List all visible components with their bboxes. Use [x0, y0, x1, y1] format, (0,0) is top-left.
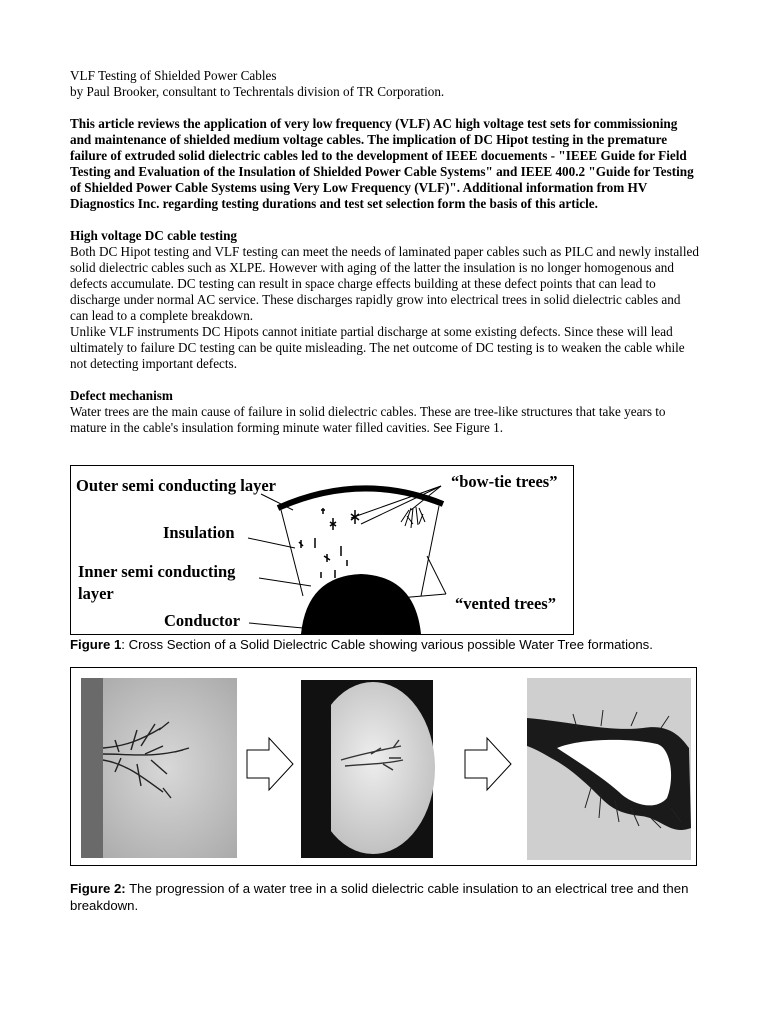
figure-2-photos: [70, 667, 697, 866]
label-conductor: Conductor: [164, 611, 241, 630]
figure-1-diagram: [70, 465, 574, 635]
figure-2-caption: [70, 880, 710, 914]
article: [70, 68, 700, 452]
figure-1-caption: [70, 637, 750, 652]
section-paragraph: Water trees are the main cause of failure in solid dielectric cables. These are tree-like structures that take years to mature in the cable's insulation forming minute water filled cavities. See Figure 1.: [70, 404, 666, 435]
outer-layer-arc: [278, 488, 443, 508]
label-outer-layer: Outer semi conducting layer: [76, 476, 276, 495]
section-heading: Defect mechanism: [70, 388, 173, 403]
arrow-icon: [247, 738, 293, 790]
vented-tree-outer: [401, 507, 425, 528]
figure-1-caption-label: Figure 1: [70, 637, 122, 652]
label-insulation: Insulation: [163, 523, 235, 542]
article-abstract: This article reviews the application of very low frequency (VLF) AC high voltage test sets for commissioning and maintenance of shielded medium voltage cables. The implication of DC Hipot testing in the premature failure of extruded solid dielectric cables led to the development of IEEE docuements - "IEEE Guide for Field Testing and Evaluation of the Insulation of Shielded Power Cable Systems" and IEEE 400.2 "Guide for Testing of Shielded Power Cable Systems using Very Low Frequency (VLF)". Additional information from HV Diagnostics Inc. regarding testing durations and test set selection form the basis of this article.: [70, 116, 694, 211]
label-vented-trees: “vented trees”: [455, 594, 556, 613]
photo-breakdown: [527, 678, 691, 860]
section-heading: High voltage DC cable testing: [70, 228, 238, 243]
section-dc-testing: [70, 228, 700, 372]
figure-2-caption-text: The progression of a water tree in a solid dielectric cable insulation to an electrical tree and then breakdown.: [70, 881, 689, 913]
arrow-icon: [465, 738, 511, 790]
label-inner-layer-line1: Inner semi conducting: [78, 562, 236, 581]
figure-2-drawing: [71, 668, 698, 867]
section-paragraph: Unlike VLF instruments DC Hipots cannot initiate partial discharge at some existing defects. Since these will lead ultimately to failure DC testing can be quite misleading. The net outcome of DC testing is to weaken the cable while not detecting important defects.: [70, 324, 685, 371]
figure-2-caption-label: Figure 2:: [70, 881, 126, 896]
label-bow-tie-trees: “bow-tie trees”: [451, 472, 558, 491]
article-byline: by Paul Brooker, consultant to Techrentals division of TR Corporation.: [70, 84, 445, 99]
label-inner-layer-line2: layer: [78, 584, 114, 603]
section-defect-mechanism: [70, 388, 700, 436]
article-title: VLF Testing of Shielded Power Cables: [70, 68, 277, 83]
bow-tie-tree-marks: [299, 508, 359, 578]
photo-electrical-tree: [301, 680, 435, 858]
photo-water-tree: [81, 678, 237, 858]
section-paragraph: Both DC Hipot testing and VLF testing can meet the needs of laminated paper cables such as PILC and newly installed solid dielectric cables such as XLPE. However with aging of the latter the insulation is no longer homogenous and defects accumulate. DC testing can result in space charge effects building at these defect points that can lead to discharge under normal AC service. These discharges rapidly grow into electrical trees in solid dielectric cables and can lead to a complete breakdown.: [70, 244, 699, 323]
figure-1-caption-text: : Cross Section of a Solid Dielectric Cable showing various possible Water Tree formations.: [121, 637, 653, 652]
